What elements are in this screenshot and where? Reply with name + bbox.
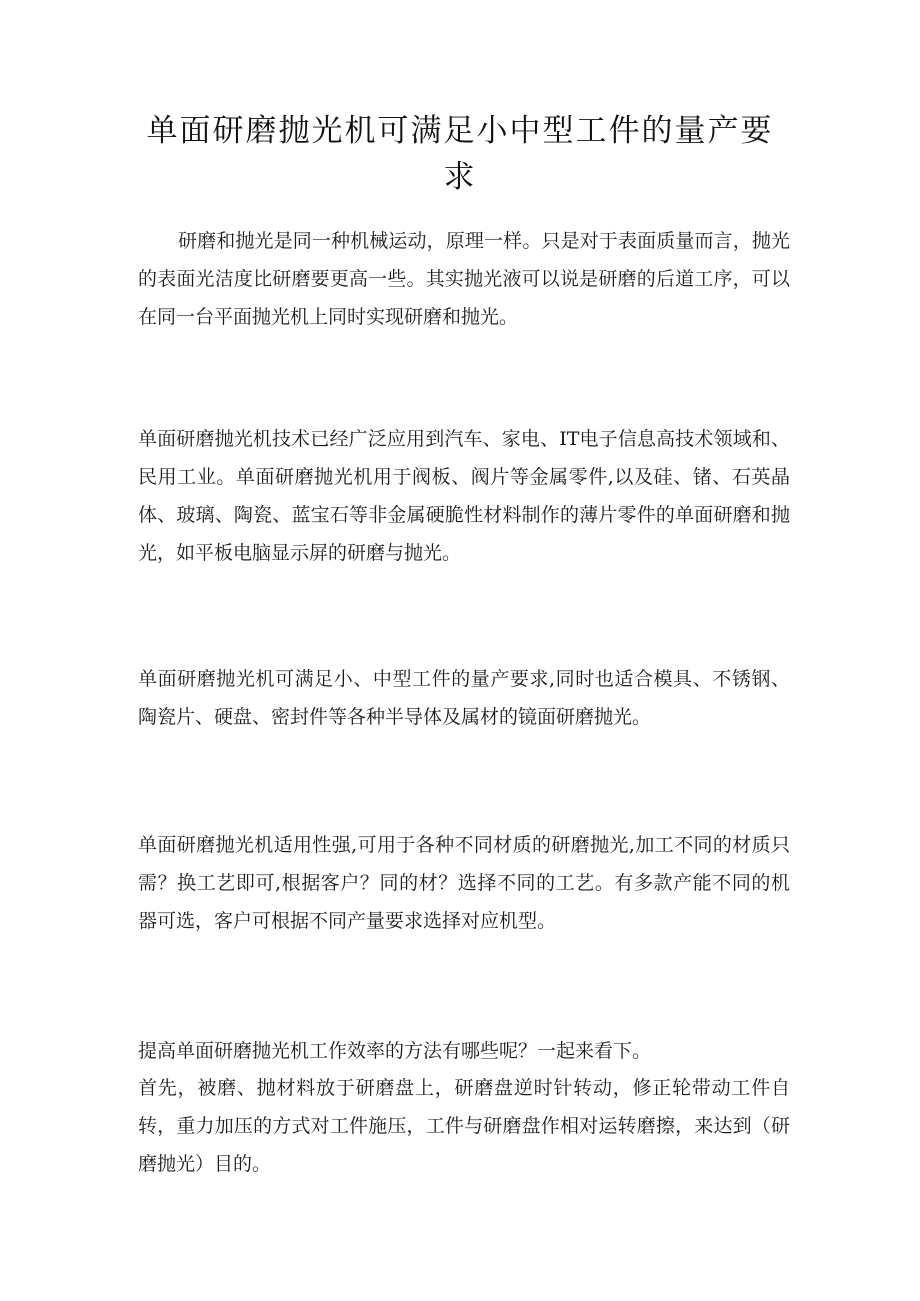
document-title: 单面研磨抛光机可满足小中型工件的量产要求 [146,113,774,195]
paragraph-adaptability: 单面研磨抛光机适用性强,可用于各种不同材质的研磨抛光,加工不同的材质只需？换工艺即可,根据客户？同的材？选择不同的工艺。有多款产能不同的机器可选，客户可根据不同产量要求选择对应机型。 [138,834,790,932]
paragraph-efficiency-question: 提高单面研磨抛光机工作效率的方法有哪些呢？一起来看下。 [138,1040,652,1062]
paragraph-intro: 研磨和抛光是同一种机械运动，原理一样。只是对于表面质量而言，抛光的表面光洁度比研磨要更高一些。其实抛光液可以说是研磨的后道工序，可以在同一台平面抛光机上同时实现研磨和抛光。 [138,230,790,328]
paragraph-first-step: 首先，被磨、抛材料放于研磨盘上，研磨盘逆时针转动，修正轮带动工件自转，重力加压的方式对工件施压，工件与研磨盘作相对运转磨擦，来达到（研磨抛光）目的。 [138,1077,790,1175]
paragraph-production: 单面研磨抛光机可满足小、中型工件的量产要求,同时也适合模具、不锈钢、陶瓷片、硬盘、密封件等各种半导体及属材的镜面研磨抛光。 [138,668,790,728]
paragraph-applications: 单面研磨抛光机技术已经广泛应用到汽车、家电、IT电子信息高技术领域和、民用工业。单面研磨抛光机用于阀板、阀片等金属零件,以及硅、锗、石英晶体、玻璃、陶瓷、蓝宝石等非金属硬脆性材料制作的薄片零件的单面研磨和抛光，如平板电脑显示屏的研磨与抛光。 [138,428,790,564]
